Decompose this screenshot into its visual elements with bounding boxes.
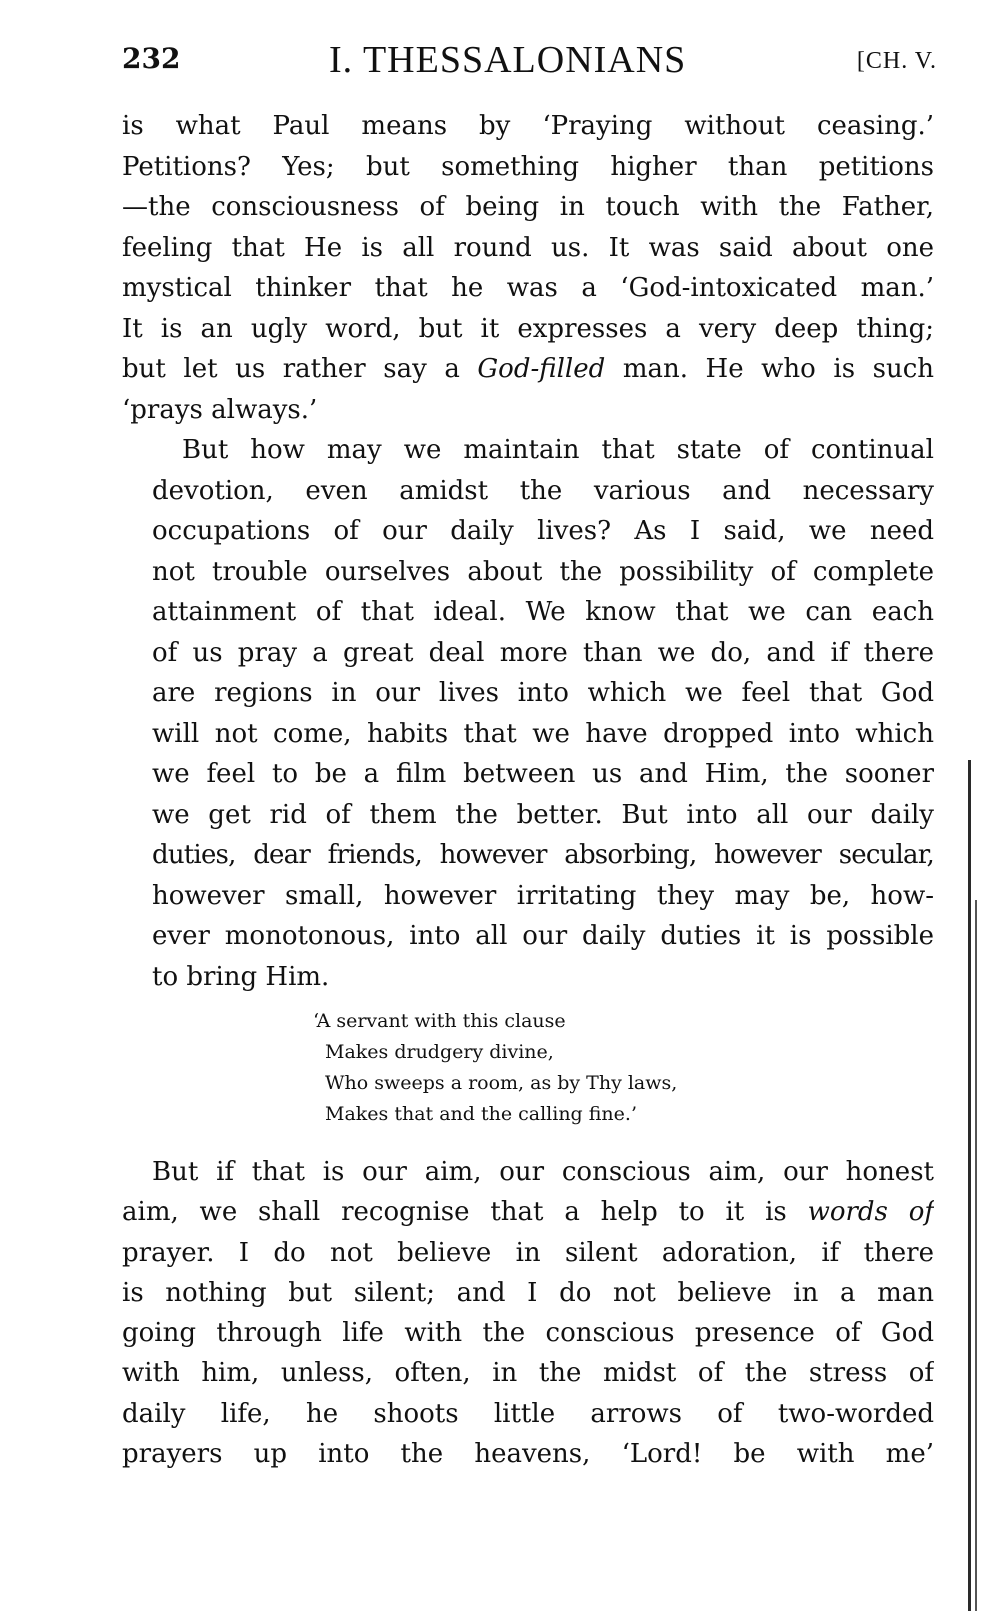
paragraph-devotion [122,430,934,997]
scan-edge-shadow [968,760,971,1611]
text-line: It is an ugly word, but it expresses a very deep thing; [122,313,934,344]
text-fragment: aim, we shall recognise that a help to it is [122,1197,787,1228]
verse-line: Makes drudgery divine, [325,1041,554,1063]
emphasis-text: words of [807,1197,934,1228]
text-fragment: but let us rather say a [122,354,460,384]
text-line [122,1192,934,1232]
text-line: is nothing but silent; and I do not believe in a man [122,1277,934,1308]
text-line: is what Paul means by ‘Praying without ceasing.’ [122,111,934,141]
running-header [122,38,937,88]
paragraph-words-of-prayer [122,1152,934,1474]
text-line: going through life with the conscious presence of God [122,1318,934,1349]
text-line: will not come, habits that we have dropped into which [152,718,934,749]
text-line [122,349,934,390]
text-line: ever monotonous, into all our daily duties it is possible [152,921,934,951]
verse-line: ‘A servant with this clause [313,1010,566,1032]
text-line: we get rid of them the better. But into all our daily [152,799,934,830]
body-text-lower [122,1152,934,1474]
text-line: not trouble ourselves about the possibility of complete [152,556,934,587]
text-line: Petitions? Yes; but something higher than petitions [122,151,934,182]
text-line: feeling that He is all round us. It was said about one [122,232,934,263]
verse-line: Who sweeps a room, as by Thy laws, [325,1072,678,1094]
text-line: with him, unless, often, in the midst of the stress of [122,1358,934,1389]
text-line: —the consciousness of being in touch with the Father, [122,192,934,222]
paragraph-continued [122,106,934,430]
running-title: I. THESSALONIANS [329,39,687,81]
page-number: 232 [122,42,181,75]
emphasis-text: God-filled [477,354,606,384]
text-line: we feel to be a film between us and Him, the sooner [152,759,934,789]
text-line: But if that is our aim, our conscious aim, our honest [152,1157,934,1187]
text-line: But how may we maintain that state of continual [182,435,934,465]
body-text-upper [122,106,934,997]
text-line: occupations of our daily lives? As I said, we need [152,516,934,546]
text-line: ‘prays always.’ [122,394,318,425]
text-line: attainment of that ideal. We know that we can each [152,597,934,627]
verse-line: Makes that and the calling fine.’ [325,1103,637,1125]
text-line: to bring Him. [152,961,330,992]
text-line: daily life, he shoots little arrows of two-worded [122,1398,934,1429]
text-line: of us pray a great deal more than we do, and if there [152,637,934,668]
scan-edge-shadow [975,900,977,1611]
text-line: prayers up into the heavens, ‘Lord! be with me’ [122,1439,934,1470]
text-line: duties, dear friends, however absorbing, however secular, [152,840,934,870]
text-line: however small, however irritating they may be, how- [152,880,934,911]
chapter-reference: [CH. V. [856,48,937,74]
verse-quotation [313,1006,677,1130]
text-fragment: man. He who is such [622,354,934,384]
text-line: prayer. I do not believe in silent adoration, if there [122,1237,934,1268]
text-line: are regions in our lives into which we feel that God [152,678,934,708]
text-line: mystical thinker that he was a ‘God-intoxicated man.’ [122,273,934,303]
text-line: devotion, even amidst the various and necessary [152,475,934,506]
